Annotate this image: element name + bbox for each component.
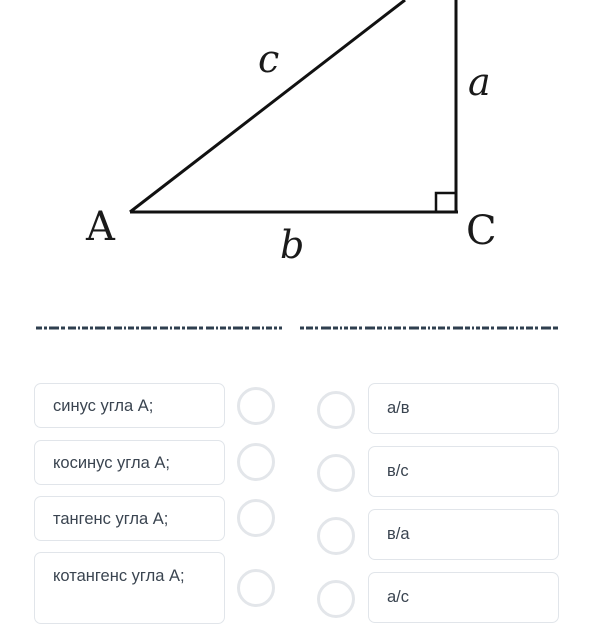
right-radio-2[interactable] — [317, 454, 355, 492]
right-radio-4[interactable] — [317, 580, 355, 618]
left-card-cosine[interactable] — [34, 440, 225, 485]
right-card-label: а/в — [387, 399, 410, 417]
left-radio-cosine[interactable] — [237, 443, 275, 481]
right-card-label: в/а — [387, 525, 410, 543]
right-card-2[interactable] — [368, 446, 559, 497]
left-card-label: косинус угла А; — [53, 454, 170, 472]
right-radio-3[interactable] — [317, 517, 355, 555]
left-card-sine[interactable] — [34, 383, 225, 428]
left-card-label: синус угла А; — [53, 397, 154, 415]
right-card-label: а/с — [387, 588, 410, 606]
vertex-a-label: A — [86, 204, 115, 250]
right-radio-1[interactable] — [317, 391, 355, 429]
vertex-c-label: C — [466, 208, 497, 254]
left-radio-sine[interactable] — [237, 387, 275, 425]
right-card-4[interactable] — [368, 572, 559, 623]
left-card-label: тангенс угла А; — [53, 510, 169, 528]
side-a-label: a — [468, 60, 491, 104]
right-card-1[interactable] — [368, 383, 559, 434]
right-card-label: в/с — [387, 462, 409, 480]
right-card-3[interactable] — [368, 509, 559, 560]
left-card-label: котангенс угла А; — [53, 567, 185, 585]
triangle-figure — [0, 0, 594, 300]
side-c-label: c — [258, 37, 280, 81]
side-b-label: b — [280, 223, 305, 267]
right-angle-mark — [436, 193, 456, 212]
divider-left — [36, 326, 282, 330]
left-card-tangent[interactable] — [34, 496, 225, 541]
left-radio-cotangent[interactable] — [237, 569, 275, 607]
left-card-cotangent[interactable] — [34, 552, 225, 624]
left-radio-tangent[interactable] — [237, 499, 275, 537]
divider-right — [300, 326, 558, 330]
side-hypotenuse — [130, 0, 405, 212]
